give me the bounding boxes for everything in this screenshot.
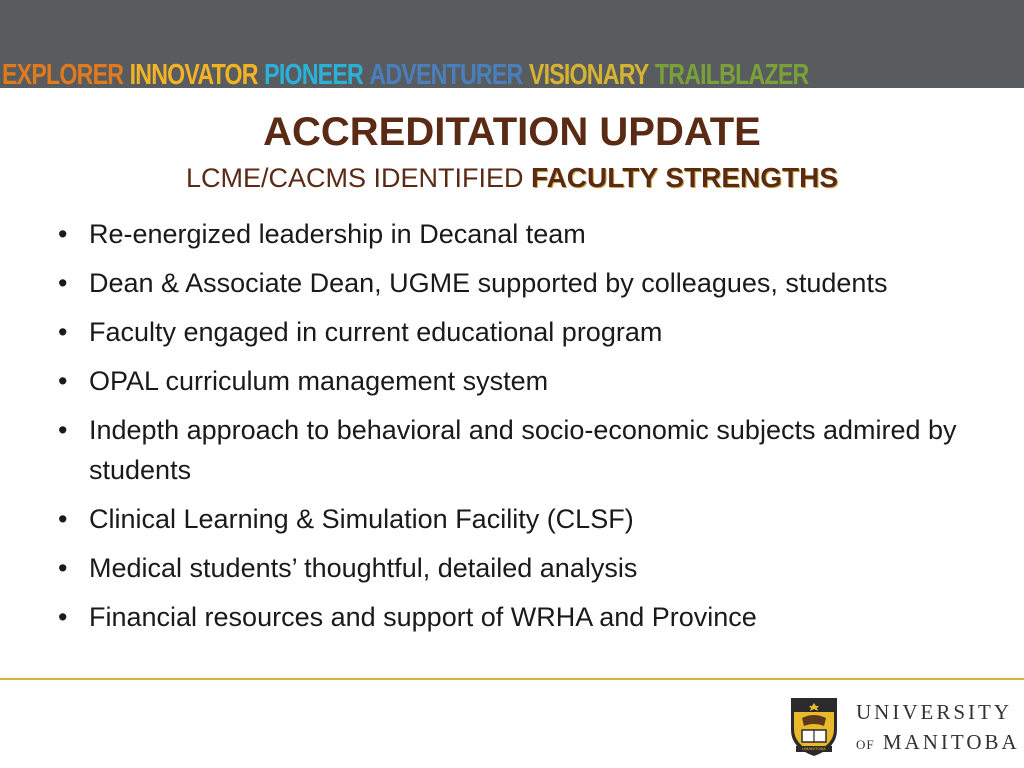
crest-motto: UMANITOBA — [802, 746, 826, 751]
tagline — [2, 56, 815, 90]
tagline-word-trailblazer: TRAILBLAZER — [654, 59, 809, 91]
bullet-item: • Re-energized leadership in Decanal team — [58, 214, 958, 254]
tagline-word-pioneer: PIONEER — [264, 59, 363, 91]
subtitle-prefix: LCME/CACMS IDENTIFIED — [185, 163, 532, 193]
title-block — [0, 112, 1024, 192]
slide-subtitle — [0, 164, 1024, 192]
tagline-word-visionary: VISIONARY — [528, 59, 649, 91]
logo-of: OF — [856, 737, 875, 752]
bullet-list — [58, 214, 958, 646]
bullet-item: • Financial resources and support of WRHA and Province — [58, 597, 958, 637]
logo-manitoba: MANITOBA — [882, 730, 1020, 754]
bullet-item: • Clinical Learning & Simulation Facility (CLSF) — [58, 499, 958, 539]
logo-wordmark — [856, 702, 1020, 753]
bullet-item: • OPAL curriculum management system — [58, 361, 958, 401]
subtitle-emphasis: FACULTY STRENGTHS — [531, 162, 838, 193]
logo-line-manitoba — [856, 732, 1020, 753]
tagline-word-innovator: INNOVATOR — [129, 59, 258, 91]
logo-line-university: UNIVERSITY — [856, 700, 1012, 724]
bullet-item: • Faculty engaged in current educational program — [58, 312, 958, 352]
bullet-item: • Medical students’ thoughtful, detailed analysis — [58, 548, 958, 588]
tagline-word-adventurer: ADVENTURER — [369, 59, 523, 91]
tagline-word-explorer: EXPLORER — [2, 59, 124, 91]
slide-title: ACCREDITATION UPDATE — [263, 110, 761, 154]
footer-rule — [0, 678, 1024, 680]
bullet-item: • Dean & Associate Dean, UGME supported by colleagues, students — [58, 263, 958, 303]
bullet-item: • Indepth approach to behavioral and socio-economic subjects admired by students — [58, 410, 958, 490]
